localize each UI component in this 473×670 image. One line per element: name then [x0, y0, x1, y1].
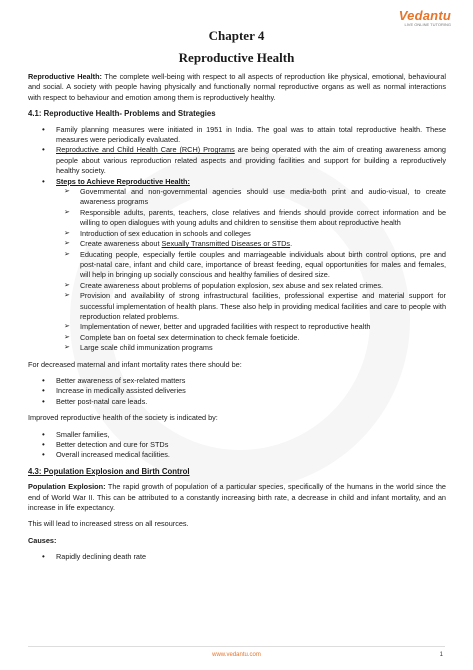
causes-label-text: Causes: [28, 535, 57, 545]
step-item: ➢ Responsible adults, parents, teachers, close relatives and friends should provide correct information and be willing to open dialogues with young adults and children to sensitise them about reproductive health [56, 208, 446, 229]
step-text: Create awareness about [80, 239, 162, 249]
step-item: ➢ Implementation of newer, better and upgraded facilities with respect to reproductive health [56, 322, 446, 332]
mortality-list [28, 376, 446, 407]
std-link[interactable]: Sexually Transmitted Diseases or STDs [161, 239, 291, 249]
step-text: . [290, 239, 293, 249]
vedantu-logo [399, 8, 451, 27]
page-title: Reproductive Health [178, 50, 295, 65]
section-heading-4-1: 4.1: Reproductive Health- Problems and Strategies [28, 109, 216, 119]
list-item: • Increase in medically assisted deliveries [28, 386, 446, 396]
step-item [56, 239, 446, 249]
steps-label: Steps to Achieve Reproductive Health: [56, 176, 190, 186]
chapter-heading: Chapter 4 [208, 28, 265, 43]
list-item [28, 177, 446, 354]
page-number: 1 [439, 652, 443, 658]
logo-word: Vedantu [398, 8, 451, 23]
rch-programs-link[interactable]: Reproductive and Child Health Care (RCH) Programs [56, 145, 235, 155]
section-1-list [28, 125, 446, 354]
step-item: ➢ Educating people, especially fertile couples and marriageable individuals about birth control options, pre and post-natal care, infant and child care, importance of breast feeding, equal opportunities for males and females, will help in bringing up socially conscious and healthy families of desired size. [56, 250, 446, 281]
intro-text: The complete well-being with respect to all aspects of reproduction like physical, emotional, behavioural and social. A society with people having physically and functionally normal reproductive organs as well as normal interactions with respect to behaviour and emotion among them is reproductively healthy. [28, 72, 446, 102]
list-item: • Overall increased medical facilities. [28, 450, 446, 460]
list-item: • Better awareness of sex-related matters [28, 376, 446, 386]
population-paragraph [28, 482, 446, 513]
causes-list [28, 552, 446, 562]
step-item: ➢ Create awareness about problems of population explosion, sex abuse and sex related crimes. [56, 281, 446, 291]
population-text: The rapid growth of population of a particular species, specifically of the humans in the world since the end of World War II. This can be attributed to a constantly increasing birth rate, a decrease in child and infant mortality, and an increase in life expectancy. [28, 482, 446, 513]
steps-list [56, 187, 446, 354]
list-item: • Better post-natal care leads. [28, 397, 446, 407]
step-item: ➢ Large scale child immunization programs [56, 343, 446, 353]
list-item: • Family planning measures were initiated in 1951 in India. The goal was to attain total reproductive health. These measures were periodically evaluated. [28, 125, 446, 146]
list-item: • Better detection and cure for STDs [28, 440, 446, 450]
list-item: • Smaller families, [28, 430, 446, 440]
improved-intro: Improved reproductive health of the society is indicated by: [28, 413, 218, 423]
list-item [28, 145, 446, 176]
footer-url[interactable]: www.vedantu.com [212, 652, 261, 658]
population-label: Population Explosion: [28, 482, 106, 492]
intro-paragraph [28, 72, 446, 103]
document-body [28, 72, 446, 569]
improved-list [28, 430, 446, 461]
step-item: ➢ Governmental and non-governmental agencies should use media-both print and audio-visual, to create awareness programs [56, 187, 446, 208]
step-item: ➢ Provision and availability of strong infrastructural facilities, professional expertise and material support for successful implementation of health plans. These also help in providing medical facilities and care to people with reproduction related problems. [56, 291, 446, 322]
step-item: ➢ Introduction of sex education in schools and colleges [56, 229, 446, 239]
list-item-text: are being operated with the aim of creating awareness among people about various reproduction related aspects and providing facilities and support for building a reproductively healthy society. [56, 145, 446, 176]
causes-label [28, 536, 446, 546]
list-item: • Rapidly declining death rate [28, 552, 446, 562]
mortality-intro: For decreased maternal and infant mortality rates there should be: [28, 359, 242, 369]
stress-paragraph: This will lead to increased stress on all resources. [28, 519, 189, 529]
logo-tagline: LIVE ONLINE TUTORING [404, 22, 451, 27]
intro-label: Reproductive Health: [28, 72, 102, 81]
step-item: ➢ Complete ban on foetal sex determination to check female foeticide. [56, 333, 446, 343]
footer-divider [28, 646, 445, 647]
section-heading-4-3: 4.3: Population Explosion and Birth Control [28, 466, 190, 476]
